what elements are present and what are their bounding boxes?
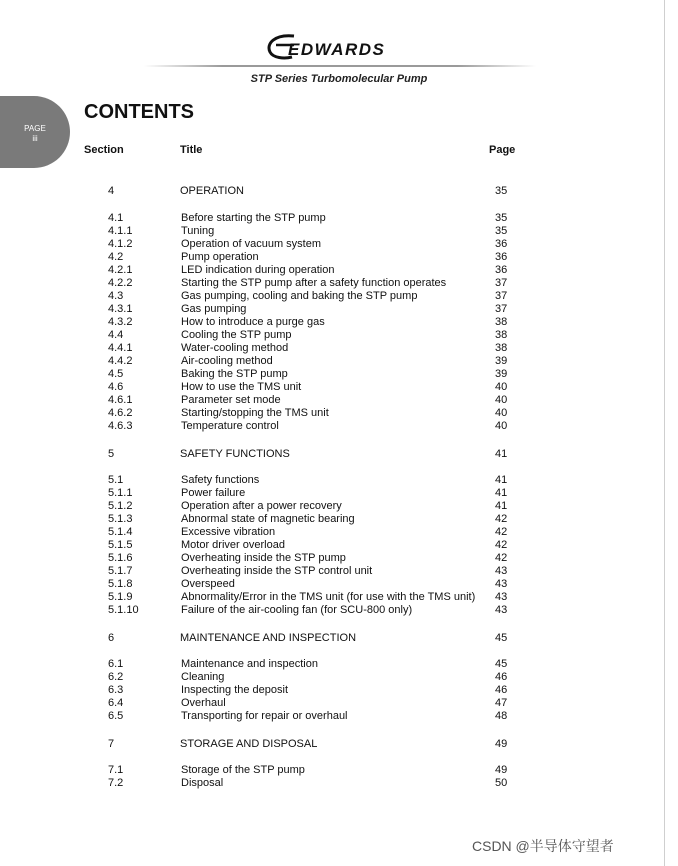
- toc-entry-title: Starting/stopping the TMS unit: [181, 407, 329, 419]
- toc-entry: [0, 225, 678, 238]
- toc-page-number: 49: [495, 764, 508, 776]
- toc-entry-title: Motor driver overload: [181, 539, 285, 551]
- toc-entry: [0, 277, 678, 290]
- toc-page-number: 42: [495, 552, 508, 564]
- header-rule: [144, 65, 536, 67]
- toc-page-number: 45: [495, 632, 508, 644]
- toc-entry-title: Tuning: [181, 225, 215, 237]
- toc-page-number: 39: [495, 368, 508, 380]
- toc-entry-title: Gas pumping: [181, 303, 247, 315]
- toc-entry: [0, 303, 678, 316]
- toc-page-number: 38: [495, 342, 508, 354]
- document-subtitle: STP Series Turbomolecular Pump: [250, 73, 428, 85]
- toc-section-number: 6.3: [108, 684, 124, 696]
- toc-entry-title: Pump operation: [181, 251, 259, 263]
- page-tab-number: iii: [32, 134, 38, 143]
- toc-page-number: 35: [495, 185, 508, 197]
- toc-entry-title: Cooling the STP pump: [181, 329, 292, 341]
- toc-section-number: 4.6: [108, 381, 124, 393]
- toc-section-number: 4.4: [108, 329, 124, 341]
- toc-section-number: 4: [108, 185, 115, 197]
- toc-entry-title: LED indication during operation: [181, 264, 335, 276]
- toc-entry-title: Baking the STP pump: [181, 368, 288, 380]
- toc-page-number: 37: [495, 277, 508, 289]
- toc-page-number: 36: [495, 264, 508, 276]
- watermark: CSDN @半导体守望者: [472, 838, 614, 854]
- toc-entry: [0, 420, 678, 433]
- toc-entry-title: Temperature control: [181, 420, 279, 432]
- toc-page-number: 42: [495, 526, 508, 538]
- toc-section-number: 4.2: [108, 251, 124, 263]
- toc-entry-title: STORAGE AND DISPOSAL: [180, 738, 318, 750]
- toc-entry-title: Parameter set mode: [181, 394, 281, 406]
- toc-entry: [0, 526, 678, 539]
- toc-page-number: 49: [495, 738, 508, 750]
- toc-section-number: 6.5: [108, 710, 124, 722]
- toc-section-heading: [0, 632, 678, 645]
- toc-entry-title: Disposal: [181, 777, 224, 789]
- column-header-title: Title: [180, 144, 203, 156]
- column-header-section: Section: [84, 144, 124, 156]
- page-right-border: [664, 0, 665, 866]
- toc-page-number: 41: [495, 500, 508, 512]
- toc-entry-title: Cleaning: [181, 671, 225, 683]
- toc-entry: [0, 251, 678, 264]
- toc-page-number: 41: [495, 474, 508, 486]
- toc-page-number: 41: [495, 487, 508, 499]
- page-number-tab: [0, 96, 70, 168]
- toc-section-number: 7.1: [108, 764, 124, 776]
- toc-entry: [0, 394, 678, 407]
- toc-entry-title: OPERATION: [180, 185, 244, 197]
- toc-section-number: 7: [108, 738, 115, 750]
- toc-section-number: 5.1.7: [108, 565, 133, 577]
- toc-page-number: 35: [495, 212, 508, 224]
- toc-entry: [0, 777, 678, 790]
- toc-entry-title: Gas pumping, cooling and baking the STP pump: [181, 290, 418, 302]
- toc-page-number: 41: [495, 448, 508, 460]
- toc-page-number: 38: [495, 316, 508, 328]
- toc-page-number: 43: [495, 578, 508, 590]
- toc-entry-title: Power failure: [181, 487, 246, 499]
- toc-section-number: 4.5: [108, 368, 124, 380]
- toc-page-number: 46: [495, 684, 508, 696]
- toc-entry-title: Abnormal state of magnetic bearing: [181, 513, 355, 525]
- toc-section-number: 5: [108, 448, 115, 460]
- toc-entry: [0, 264, 678, 277]
- toc-entry-title: Storage of the STP pump: [181, 764, 305, 776]
- toc-entry: [0, 578, 678, 591]
- toc-section-number: 6.4: [108, 697, 124, 709]
- toc-section-number: 5.1.10: [108, 604, 139, 616]
- toc-section-number: 5.1.1: [108, 487, 133, 499]
- toc-entry-title: Safety functions: [181, 474, 260, 486]
- toc-section-heading: [0, 738, 678, 751]
- toc-section-number: 4.6.2: [108, 407, 133, 419]
- contents-heading: CONTENTS: [84, 101, 194, 123]
- toc-entry: [0, 671, 678, 684]
- edwards-logo: [264, 32, 412, 60]
- toc-entry: [0, 684, 678, 697]
- column-header-page: Page: [489, 144, 516, 156]
- toc-section-number: 4.6.3: [108, 420, 133, 432]
- toc-section-number: 6.2: [108, 671, 124, 683]
- toc-entry: [0, 381, 678, 394]
- toc-entry-title: Overheating inside the STP control unit: [181, 565, 373, 577]
- brand-name: EDWARDS: [288, 40, 386, 59]
- toc-page-number: 37: [495, 290, 508, 302]
- toc-section-number: 4.3: [108, 290, 124, 302]
- toc-page-number: 43: [495, 591, 508, 603]
- toc-page-number: 48: [495, 710, 508, 722]
- toc-entry-title: Abnormality/Error in the TMS unit (for use with the TMS unit): [181, 591, 476, 603]
- toc-entry: [0, 407, 678, 420]
- toc-page-number: 35: [495, 225, 508, 237]
- toc-entry-title: Air-cooling method: [181, 355, 273, 367]
- toc-section-number: 5.1.2: [108, 500, 133, 512]
- toc-entry-title: How to introduce a purge gas: [181, 316, 325, 328]
- toc-entry: [0, 604, 678, 617]
- toc-section-number: 4.2.1: [108, 264, 133, 276]
- toc-section-number: 4.2.2: [108, 277, 133, 289]
- toc-entry-title: Maintenance and inspection: [181, 658, 318, 670]
- toc-page-number: 43: [495, 604, 508, 616]
- page-tab-label: PAGE: [24, 124, 46, 133]
- toc-section-number: 5.1: [108, 474, 124, 486]
- toc-entry: [0, 552, 678, 565]
- toc-entry-title: Starting the STP pump after a safety function operates: [181, 277, 447, 289]
- toc-entry-title: SAFETY FUNCTIONS: [180, 448, 290, 460]
- toc-page-number: 42: [495, 539, 508, 551]
- toc-entry: [0, 474, 678, 487]
- toc-page-number: 40: [495, 381, 508, 393]
- toc-section-number: 4.6.1: [108, 394, 133, 406]
- toc-entry-title: MAINTENANCE AND INSPECTION: [180, 632, 357, 644]
- toc-section-number: 5.1.6: [108, 552, 133, 564]
- toc-entry-title: Overhaul: [181, 697, 226, 709]
- toc-entry: [0, 368, 678, 381]
- toc-page-number: 40: [495, 420, 508, 432]
- toc-section-number: 4.1.1: [108, 225, 133, 237]
- toc-section-number: 5.1.3: [108, 513, 133, 525]
- toc-page-number: 43: [495, 565, 508, 577]
- toc-section-number: 6: [108, 632, 115, 644]
- toc-entry: [0, 500, 678, 513]
- toc-section-number: 4.3.2: [108, 316, 133, 328]
- toc-page-number: 36: [495, 251, 508, 263]
- toc-entry-title: How to use the TMS unit: [181, 381, 302, 393]
- toc-section-number: 5.1.4: [108, 526, 133, 538]
- toc-section-number: 4.4.2: [108, 355, 133, 367]
- toc-section-number: 5.1.8: [108, 578, 133, 590]
- toc-entry-title: Operation after a power recovery: [181, 500, 342, 512]
- toc-entry: [0, 316, 678, 329]
- toc-section-heading: [0, 448, 678, 461]
- toc-entry: [0, 764, 678, 777]
- toc-page-number: 46: [495, 671, 508, 683]
- toc-page-number: 36: [495, 238, 508, 250]
- toc-entry: [0, 342, 678, 355]
- toc-page-number: 37: [495, 303, 508, 315]
- toc-entry-title: Transporting for repair or overhaul: [181, 710, 348, 722]
- toc-entry-title: Excessive vibration: [181, 526, 276, 538]
- toc-entry-title: Operation of vacuum system: [181, 238, 322, 250]
- toc-entry: [0, 487, 678, 500]
- toc-section-number: 4.3.1: [108, 303, 133, 315]
- toc-page-number: 40: [495, 394, 508, 406]
- toc-entry: [0, 591, 678, 604]
- toc-entry-title: Before starting the STP pump: [181, 212, 326, 224]
- toc-entry: [0, 290, 678, 303]
- toc-entry: [0, 710, 678, 723]
- toc-page-number: 40: [495, 407, 508, 419]
- toc-entry-title: Overspeed: [181, 578, 235, 590]
- toc-section-number: 5.1.5: [108, 539, 133, 551]
- toc-entry: [0, 565, 678, 578]
- toc-section-heading: [0, 185, 678, 198]
- toc-entry-title: Failure of the air-cooling fan (for SCU-800 only): [181, 604, 413, 616]
- toc-entry: [0, 697, 678, 710]
- toc-section-number: 7.2: [108, 777, 124, 789]
- toc-entry: [0, 539, 678, 552]
- toc-page-number: 50: [495, 777, 508, 789]
- toc-entry: [0, 658, 678, 671]
- toc-entry-title: Inspecting the deposit: [181, 684, 289, 696]
- toc-section-number: 6.1: [108, 658, 124, 670]
- toc-page-number: 38: [495, 329, 508, 341]
- toc-entry: [0, 513, 678, 526]
- toc-section-number: 5.1.9: [108, 591, 133, 603]
- toc-entry: [0, 238, 678, 251]
- toc-entry: [0, 329, 678, 342]
- toc-entry-title: Overheating inside the STP pump: [181, 552, 346, 564]
- toc-entry-title: Water-cooling method: [181, 342, 289, 354]
- toc-page-number: 42: [495, 513, 508, 525]
- toc-page-number: 39: [495, 355, 508, 367]
- toc-section-number: 4.4.1: [108, 342, 133, 354]
- toc-entry: [0, 355, 678, 368]
- toc-page-number: 47: [495, 697, 508, 709]
- toc-section-number: 4.1: [108, 212, 124, 224]
- toc-section-number: 4.1.2: [108, 238, 133, 250]
- toc-page-number: 45: [495, 658, 508, 670]
- toc-entry: [0, 212, 678, 225]
